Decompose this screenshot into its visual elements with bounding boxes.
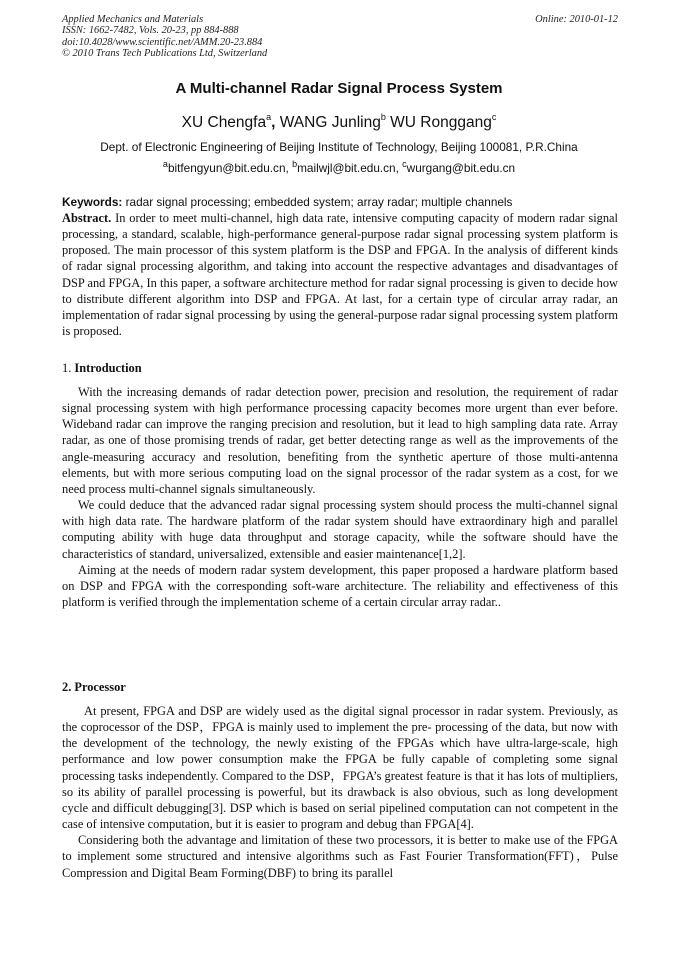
author-3: WU Ronggang — [385, 114, 492, 131]
paper-title: A Multi-channel Radar Signal Process System — [175, 80, 503, 97]
abstract — [62, 210, 618, 339]
author-2: WANG Junling — [279, 114, 381, 131]
paragraph: Aiming at the needs of modern radar system development, this paper proposed a hardware platform based on DSP and FPGA with the corresponding soft-ware architecture. The reliability and effectiveness of this platform is verified through the implementation scheme of a certain circular array radar.. — [62, 562, 618, 610]
copyright-line: © 2010 Trans Tech Publications Ltd, Switzerland — [62, 48, 268, 60]
issn-line: ISSN: 1662-7482, Vols. 20-23, pp 884-888 — [62, 25, 239, 37]
journal-name: Applied Mechanics and Materials — [62, 14, 204, 25]
section-2-title: 2. Processor — [62, 680, 126, 694]
section-1-heading — [62, 361, 142, 376]
online-date: Online: 2010-01-12 — [535, 14, 618, 25]
author-emails — [0, 161, 678, 175]
paragraph: At present, FPGA and DSP are widely used as the digital signal processor in radar system. Previously, as the coprocessor of the DSP，FPGA is mainly used to implement the pre- processing of the data, but now with the development of the technology, the newly existing of the FPGAs which have ultra-large-scale, high performance and low power consumption make the FPGA be fully capable of completing some signal processing tasks independently. Compared to the DSP，FPGA’s greatest feature is that it has lots of multipliers, so its ability of parallel processing is powerful, but its drawback is also obvious, such as long development cycle and difficult debugging[3]. DSP which is based on serial pipelined computation can not competent in the case of intensive computation, but it is easier to program and debug than FPGA[4]. — [62, 704, 618, 832]
section-2-heading — [62, 680, 126, 695]
author-list — [0, 114, 678, 132]
journal-header — [62, 14, 618, 60]
section-1-body — [62, 384, 618, 610]
section-1-title: Introduction — [74, 361, 142, 375]
author-2-sup: b — [380, 112, 386, 122]
email-b[interactable]: mailwjl@bit.edu.cn, — [297, 161, 403, 175]
author-1-sup: a — [266, 112, 272, 122]
keywords — [62, 195, 618, 209]
email-b-sup: b — [292, 159, 298, 169]
email-a-sup: a — [162, 159, 168, 169]
author-3-sup: c — [491, 112, 497, 122]
keywords-label: Keywords: — [62, 195, 123, 209]
abstract-text: In order to meet multi-channel, high data rate, intensive computing capacity of modern radar signal processing, a standard, scalable, high-performance general-purpose radar signal processing system platform is proposed. The main processor of this system platform is the DSP and FPGA. In the analysis of different kinds of radar signal processing algorithm, and taking into account the respective advantages and disadvantages of DSP and FPGA, In this paper, a software architecture method for radar signal processing is given to decide how to distribute different algorithm into DSP and FPGA. At last, for a certain type of circular array radar, an implementation of radar signal processing by using the general-purpose radar signal processing system platform is proposed. — [62, 211, 618, 339]
email-a[interactable]: bitfengyun@bit.edu.cn, — [167, 161, 293, 175]
author-1: XU Chengfa — [181, 114, 267, 131]
paragraph: With the increasing demands of radar detection power, precision and resolution, the requirement of radar signal processing system with high performance processing capacity becomes more urgent than ever before. Wideband radar can improve the ranging precision and resolution, but it lead to high sampling data rate. Array radar, as one of those promising trends of radar, get better detecting range as well as the improvements of the angle-measuring accuracy and resolution, benefiting from the synthetic aperture of those multi-antenna elements, but with more serious computing load on the signal processor of the radar system as a cost, for we need process multi-channel signals simultaneously. — [62, 385, 618, 496]
section-1-number: 1. — [62, 361, 75, 375]
section-2-body — [62, 703, 618, 881]
doi-line[interactable]: doi:10.4028/www.scientific.net/AMM.20-23.884 — [62, 36, 263, 48]
abstract-paragraph — [62, 210, 618, 339]
paragraph: Considering both the advantage and limitation of these two processors, it is better to make use of the FPGA to implement some structured and intensive algorithms such as Fast Fourier Transformation(FFT)，Pulse Compression and Digital Beam Forming(DBF) to bring its parallel — [62, 833, 618, 880]
email-c-sup: c — [402, 159, 407, 169]
abstract-label: Abstract. — [62, 211, 112, 225]
email-c[interactable]: wurgang@bit.edu.cn — [406, 161, 516, 175]
paragraph: We could deduce that the advanced radar signal processing system should process the multi-channel signal with high data rate. The hardware platform of the radar system should have extraordinary high and parallel computing ability with huge data throughput and storage capacity, while the software should have the characteristics of standard, universalized, extensible and easier maintenance[1,2]. — [62, 498, 618, 561]
author-separator: , — [271, 114, 280, 131]
affiliation: Dept. of Electronic Engineering of Beijing Institute of Technology, Beijing 100081, P.R.China — [100, 140, 578, 154]
keywords-text: radar signal processing; embedded system; array radar; multiple channels — [122, 195, 513, 209]
